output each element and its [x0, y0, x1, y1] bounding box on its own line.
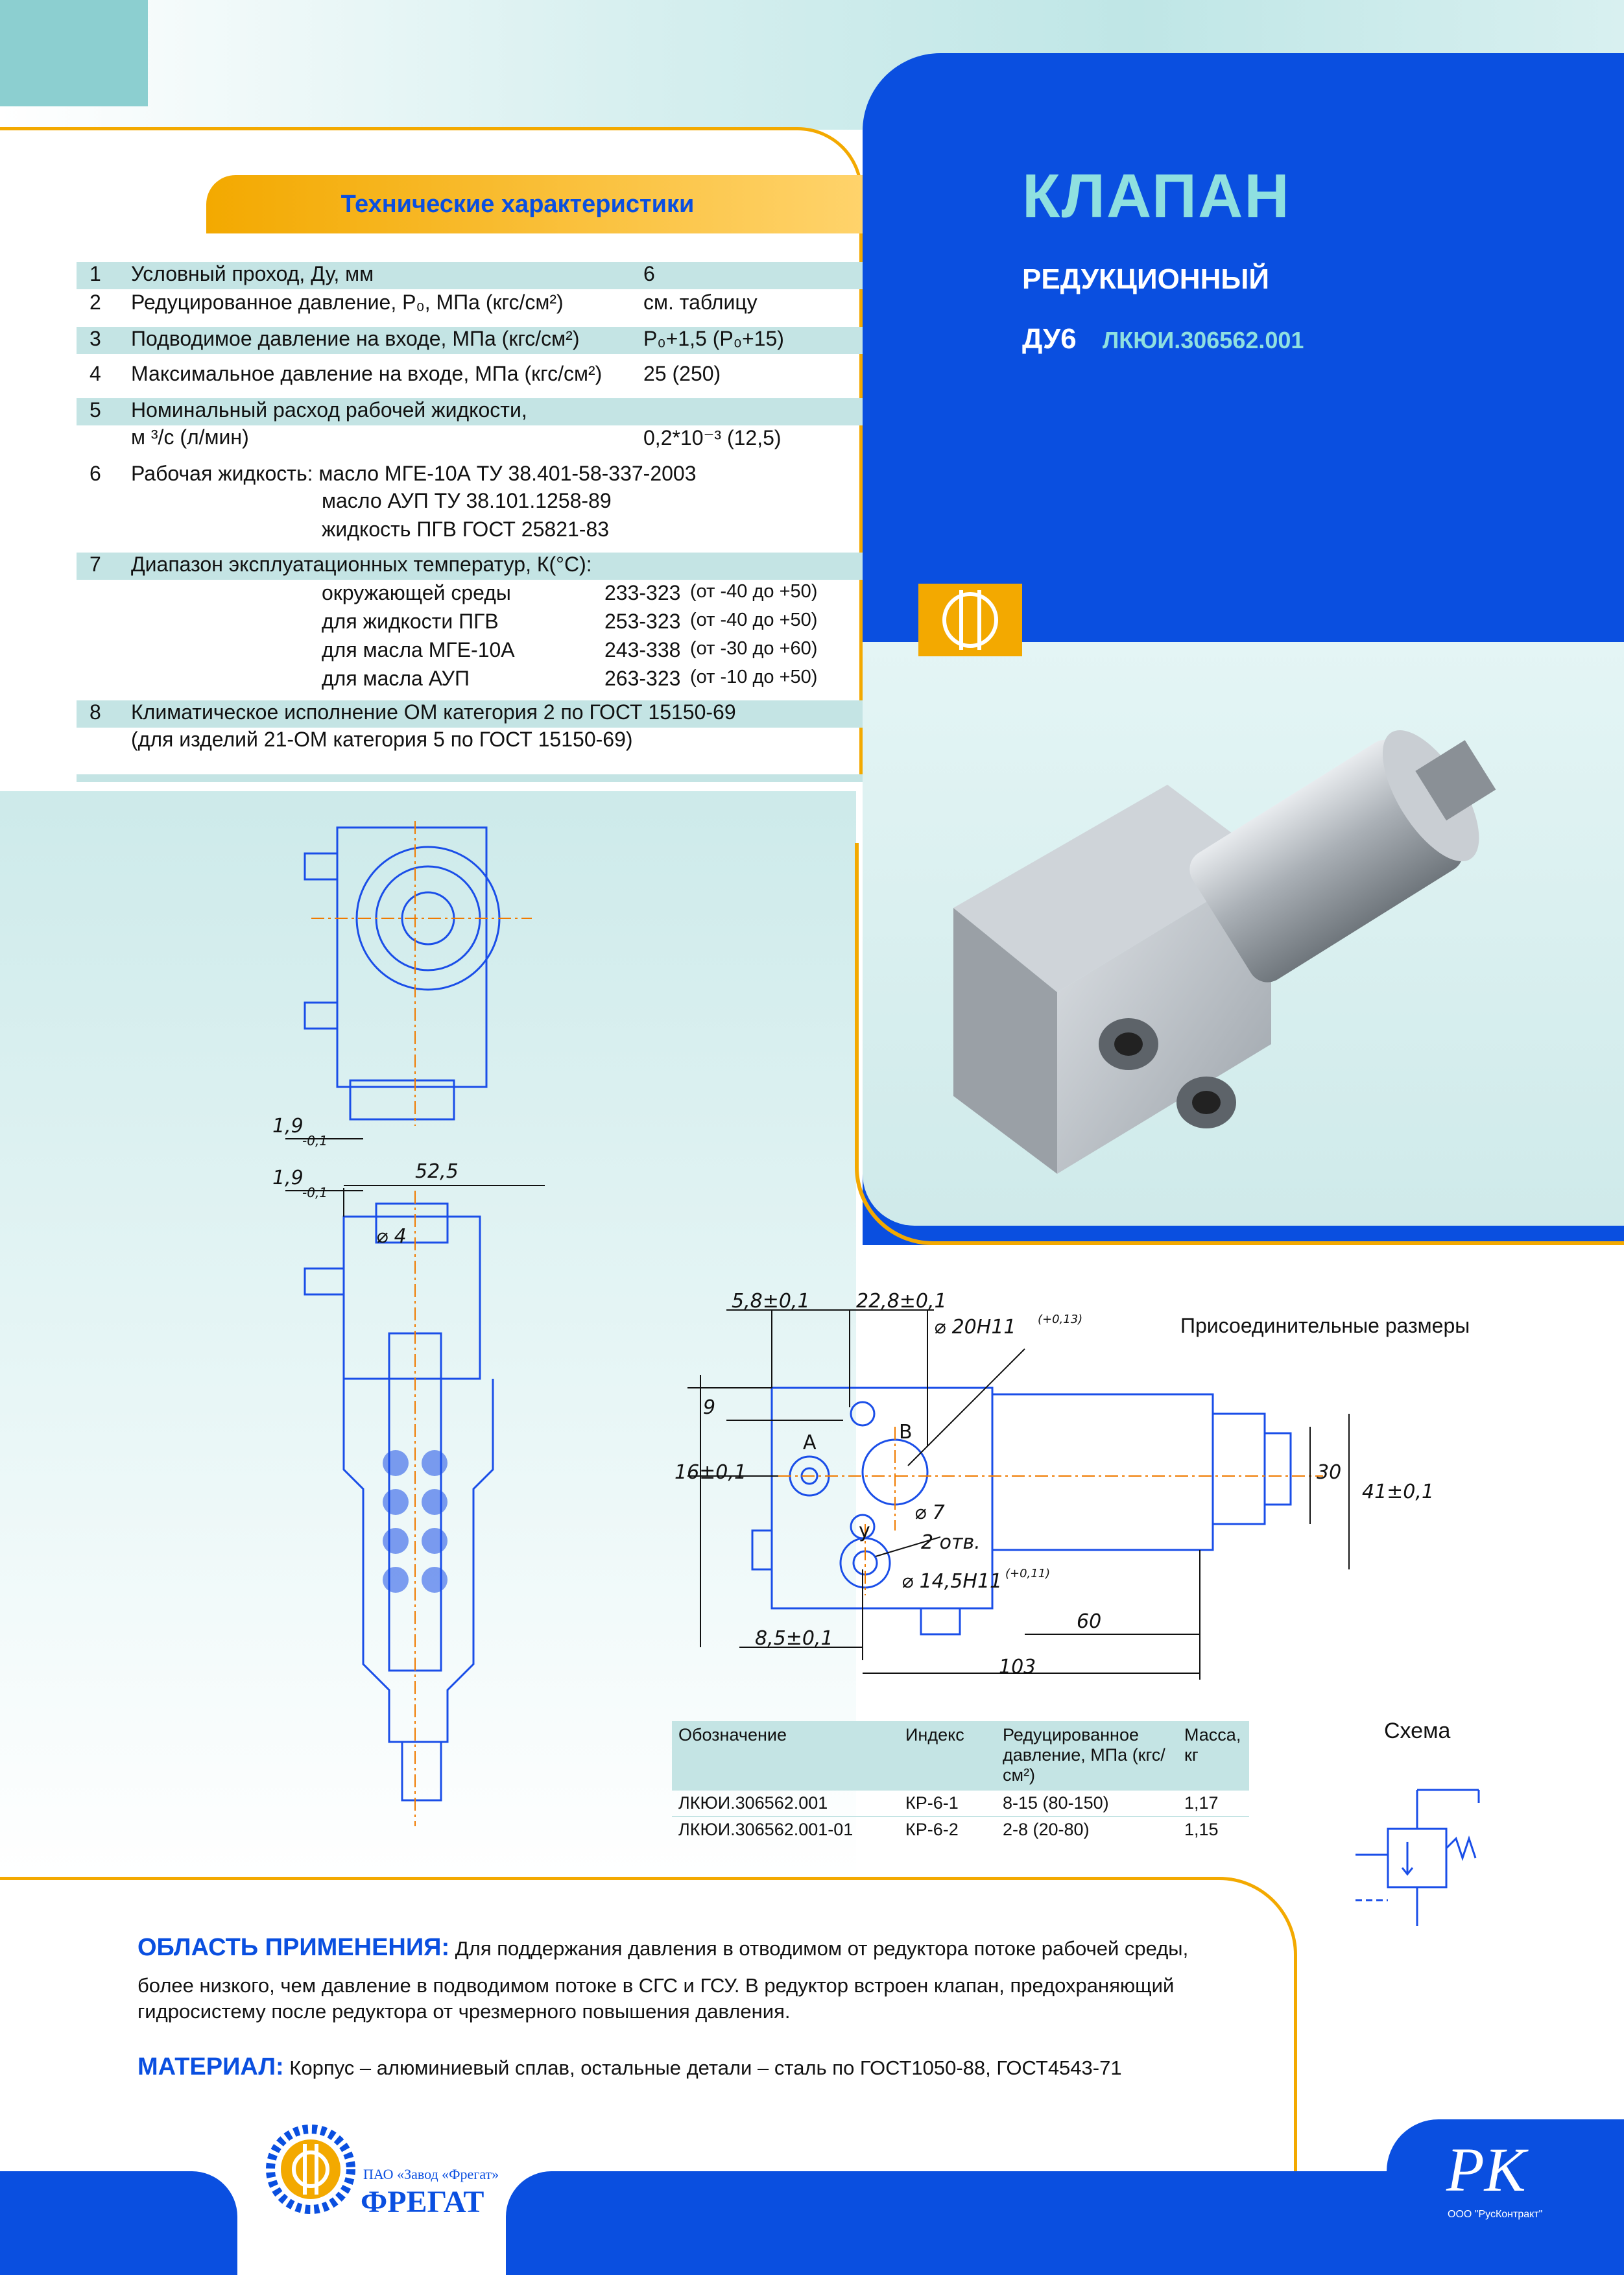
- dim-label: 52,5: [415, 1160, 459, 1183]
- material-text: Корпус – алюминиевый сплав, остальные детали – сталь по ГОСТ1050-88, ГОСТ4543-71: [289, 2056, 1122, 2079]
- spec-row: [77, 327, 863, 354]
- fregat-logo-icon: [918, 584, 1022, 656]
- top-left-tab: [0, 0, 148, 106]
- spec-text: Рабочая жидкость: масло МГЕ-10А ТУ 38.401-58-337-2003: [131, 462, 697, 485]
- spec-value: 25 (250): [643, 362, 721, 385]
- material-line: [137, 2053, 1122, 2081]
- spec-row-cont: [77, 518, 863, 546]
- spec-num: 8: [90, 700, 101, 724]
- dim-label: 2 отв.: [921, 1531, 981, 1554]
- temp-label: для масла МГЕ-10А: [322, 638, 515, 661]
- spec-num: 6: [90, 462, 101, 485]
- connection-dims-label: Присоединительные размеры: [1180, 1314, 1470, 1337]
- spec-row-cont: [77, 425, 863, 454]
- spec-value: 0,2*10⁻³ (12,5): [643, 426, 782, 449]
- temp-row: [77, 610, 863, 638]
- rk-logo-letters: РК: [1446, 2135, 1526, 2204]
- port-label-b: В: [899, 1421, 913, 1444]
- dim-label: 1,9: [272, 1115, 304, 1138]
- dim-tolerance: (+0,13): [1038, 1313, 1083, 1326]
- spec-num: 1: [90, 262, 101, 285]
- temp-row: [77, 638, 863, 667]
- fregat-logo-caption: ПАО «Завод «Фрегат»: [363, 2166, 499, 2182]
- dim-label: ⌀ 14,5H11: [902, 1570, 1003, 1593]
- spec-row-cont: [77, 728, 863, 756]
- temp-range: (от -10 до +50): [690, 667, 818, 687]
- rk-company-name: ООО "РусКонтракт": [1448, 2209, 1543, 2220]
- table-cell: 2-8 (20-80): [996, 1816, 1178, 1842]
- dim-label: 5,8±0,1: [732, 1290, 810, 1313]
- dim-tolerance: -0,1: [302, 1133, 328, 1149]
- spec-num: 5: [90, 398, 101, 422]
- temp-row: [77, 667, 863, 695]
- dim-label: 16±0,1: [675, 1461, 747, 1484]
- product-subtitle: РЕДУКЦИОННЫЙ: [1022, 263, 1270, 295]
- application-heading: ОБЛАСТЬ ПРИМЕНЕНИЯ:: [137, 1934, 450, 1961]
- table-cell: 1,17: [1178, 1790, 1249, 1816]
- section-drawing: [246, 815, 584, 1852]
- dim-label: 9: [703, 1396, 716, 1419]
- dim-label: 41±0,1: [1362, 1481, 1435, 1503]
- footer-band-left: [0, 2171, 237, 2275]
- table-cell: 8-15 (80-150): [996, 1790, 1178, 1816]
- spec-title: Технические характеристики: [340, 191, 695, 218]
- table-cell: КР-6-1: [899, 1790, 996, 1816]
- spec-row: [77, 262, 863, 289]
- table-cell: 1,15: [1178, 1816, 1249, 1842]
- fregat-gear-logo-icon: [262, 2121, 359, 2218]
- spec-text: Условный проход, Ду, мм: [131, 262, 374, 285]
- fregat-logo-name: ФРЕГАТ: [361, 2185, 484, 2219]
- temp-range: (от -40 до +50): [690, 581, 818, 602]
- table-header: Масса, кг: [1178, 1721, 1249, 1790]
- text-frame-arc: [0, 1877, 1297, 2175]
- spec-text: Максимальное давление на входе, МПа (кгс/см²): [131, 362, 603, 385]
- spec-row: [77, 362, 863, 390]
- table-row: [672, 1790, 1249, 1816]
- product-size: ДУ6: [1022, 323, 1077, 355]
- dim-label: ⌀ 4: [376, 1225, 407, 1248]
- spec-row: [77, 398, 863, 425]
- application-line2: более низкого, чем давление в подводимом потоке в СГС и ГСУ. В редуктор встроен клапан, предохраняющий: [137, 1974, 1175, 1997]
- application-text: Для поддержания давления в отводимом от редуктора потоке рабочей среды,: [455, 1937, 1189, 1960]
- dim-label: 22,8±0,1: [856, 1290, 947, 1313]
- temp-row: [77, 581, 863, 610]
- material-heading: МАТЕРИАЛ:: [137, 2053, 284, 2080]
- table-row: [672, 1816, 1249, 1842]
- temp-range: (от -30 до +60): [690, 638, 818, 659]
- spec-text: Диапазон эксплуатационных температур, К(°С):: [131, 553, 592, 576]
- table-cell: ЛКЮИ.306562.001: [672, 1790, 899, 1816]
- dim-label: ⌀ 20H11: [934, 1316, 1016, 1339]
- connection-drawing: [662, 1284, 1479, 1699]
- temp-label: для масла АУП: [322, 667, 470, 690]
- spec-row: [77, 700, 863, 728]
- spec-text: Редуцированное давление, P₀, МПа (кгс/см²): [131, 291, 564, 314]
- application-line1: [137, 1934, 1188, 1962]
- temp-value: 233-323: [604, 581, 681, 604]
- table-header: Обозначение: [672, 1721, 899, 1790]
- temp-label: для жидкости ПГВ: [322, 610, 499, 633]
- spec-text: жидкость ПГВ ГОСТ 25821-83: [322, 518, 610, 541]
- dim-tolerance: (+0,11): [1005, 1567, 1051, 1580]
- temp-label: окружающей среды: [322, 581, 511, 604]
- spec-num: 7: [90, 553, 101, 576]
- port-label-a: А: [803, 1431, 817, 1454]
- spec-value: см. таблицу: [643, 291, 758, 314]
- brand-logo-square: [918, 584, 1022, 656]
- dim-label: 8,5±0,1: [755, 1627, 833, 1650]
- table-header-row: [672, 1721, 1249, 1790]
- temp-value: 263-323: [604, 667, 681, 690]
- temp-value: 243-338: [604, 638, 681, 661]
- spec-text: Климатическое исполнение ОМ категория 2 по ГОСТ 15150-69: [131, 700, 736, 724]
- table-cell: ЛКЮИ.306562.001-01: [672, 1816, 899, 1842]
- spec-row: [77, 291, 863, 319]
- product-code: ЛКЮИ.306562.001: [1103, 327, 1304, 353]
- table-cell: КР-6-2: [899, 1816, 996, 1842]
- dim-label: 1,9: [272, 1167, 304, 1189]
- spec-row: [77, 462, 863, 490]
- temp-range: (от -40 до +50): [690, 610, 818, 630]
- spec-value: P₀+1,5 (P₀+15): [643, 327, 784, 350]
- spec-text: Подводимое давление на входе, МПа (кгс/см²): [131, 327, 580, 350]
- application-line3: гидросистему после редуктора от чрезмерного повышения давления.: [137, 2000, 791, 2023]
- table-header: Редуцированное давление, МПа (кгс/см²): [996, 1721, 1178, 1790]
- spec-num: 3: [90, 327, 101, 350]
- spec-text: (для изделий 21-ОМ категория 5 по ГОСТ 15150-69): [131, 728, 633, 751]
- table-header: Индекс: [899, 1721, 996, 1790]
- valve-photo: [934, 707, 1518, 1174]
- dim-label: 30: [1317, 1461, 1342, 1484]
- dim-tolerance: -0,1: [302, 1185, 328, 1200]
- temp-value: 253-323: [604, 610, 681, 633]
- spec-value: 6: [643, 262, 655, 285]
- spec-row-cont: [77, 489, 863, 518]
- dim-label: ⌀ 7: [914, 1501, 945, 1524]
- spec-num: 4: [90, 362, 101, 385]
- spec-divider: [77, 774, 863, 782]
- spec-text: Номинальный расход рабочей жидкости,: [131, 398, 527, 422]
- spec-text: масло АУП ТУ 38.101.1258-89: [322, 489, 612, 512]
- product-title: КЛАПАН: [1022, 161, 1291, 231]
- spec-num: 2: [90, 291, 101, 314]
- port-label-y: у: [859, 1519, 870, 1542]
- spec-text: м ³/с (л/мин): [131, 425, 249, 449]
- variants-table: [672, 1721, 1249, 1842]
- dim-label: 60: [1077, 1610, 1102, 1633]
- scheme-label: Схема: [1384, 1719, 1451, 1743]
- dim-label: 103: [999, 1656, 1036, 1678]
- hydraulic-scheme-icon: [1343, 1777, 1498, 1933]
- spec-row: [77, 553, 863, 580]
